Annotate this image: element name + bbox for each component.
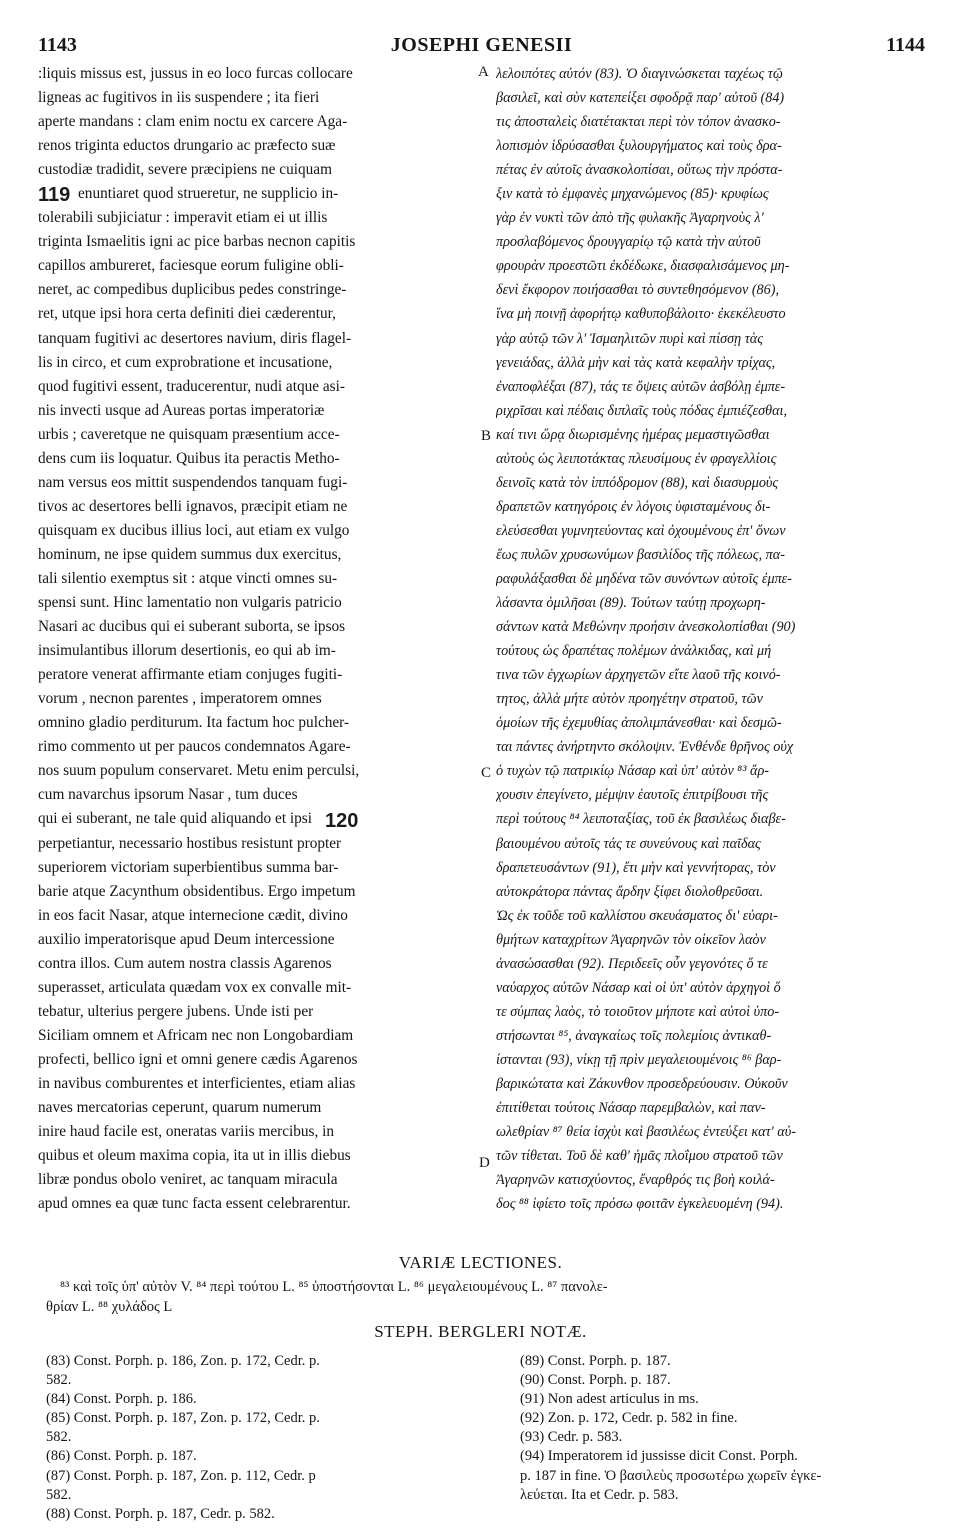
greek-text-line: βαρικώτατα καὶ Ζάκυνθον προσεδρεύουσιν. Οὐκοῦν [496,1075,788,1092]
note-line: (89) Const. Porph. p. 187. [520,1353,671,1369]
greek-text-line: τῶν τίθεται. Τοῦ δὲ καθ' ἡμᾶς πλοΐμου στρατοῦ τῶν [496,1148,783,1165]
latin-text-line: spensi sunt. Hinc lamentatio non vulgaris patricio [38,594,342,612]
margin-letter-c: C [481,765,492,781]
latin-text-line: hominum, ne ipse quidem summus dux exercitus, [38,545,342,563]
latin-text-line: cum navarchus ipsorum Nasar , tum duces [38,786,298,804]
right-page-number: 1144 [886,34,925,56]
latin-text-line: :liquis missus est, jussus in eo loco furcas collocare [38,65,353,82]
latin-text-line: renos triginta eductos drungario ac præfecto suæ [38,137,336,155]
latin-text-line: superiorem victoriam superbientibus summa bar- [38,858,339,876]
greek-text-line: ελεύσεσθαι γυμνητεύοντας καὶ ὀχουμένους ἐπ' ὄνων [496,522,786,539]
latin-text-line: libræ pondus obolo veniret, ac tanquam miracula [38,1171,338,1189]
latin-text-line: quibus et oleum maxima copia, ita ut in illis diebus [38,1147,351,1165]
note-line: (83) Const. Porph. p. 186, Zon. p. 172, Cedr. p. [46,1353,320,1369]
variant-line-1: ⁸³ καὶ τοῖς ὑπ' αὐτὸν V. ⁸⁴ περὶ τούτου L. ⁸⁵ ὑποστήσονται L. ⁸⁶ μεγαλειουμένους L. ⁸⁷ πανολε- [60,1279,608,1295]
latin-text-line: in navibus comburentes et interficientes, etiam alias [38,1074,356,1092]
margin-letter-b: B [481,428,492,444]
note-line: (85) Const. Porph. p. 187, Zon. p. 172, Cedr. p. [46,1410,320,1427]
greek-text-line: δεινοῖς κατὰ τὸν ἱππόδρομον (88), καὶ διασυρμοὺς [496,474,779,491]
latin-text-line: barie atque Zacynthum obsidentibus. Ergo impetum [38,882,356,900]
latin-text-line: nos suum populum conservaret. Metu enim perculsi, [38,762,360,780]
latin-column [38,62,488,1216]
running-head [38,34,925,64]
note-line: 582. [46,1429,72,1446]
note-line: (92) Zon. p. 172, Cedr. p. 582 in fine. [520,1410,738,1427]
greek-text-line: γὰρ ἐν νυκτὶ τῶν ἀπὸ τῆς φυλακῆς Ἀγαρηνοὺς λ' [496,210,764,227]
greek-text-line: πέτας ἐν αὐτοῖς ἀνασκολοπίσαι, οὕτως τὴν πρόστα- [496,162,783,179]
latin-text-line: quisquam ex ducibus illius loci, aut etiam ex vulgo [38,521,350,539]
latin-text-line: triginta Ismaelitis igni ac pice barbas necnon capitis [38,233,356,251]
greek-text-line: ὁμοίων τῆς ἐχεμυθίας ἀπολιμπάνεσθαι· καὶ δεσμῶ- [496,715,782,732]
latin-text-line: tivos ac desertores belli ignavos, præcipit etiam ne [38,497,348,515]
latin-text-line: nis invecti usque ad Aureas portas imperatoriæ [38,401,325,419]
latin-text-line: superasset, articulata quædam vox ex convalle mit- [38,978,352,996]
latin-text-line: capillos ambureret, faciesque eorum fuligine obli- [38,257,344,275]
latin-text-line: peratore venerat affirmante etiam conjuges fugiti- [38,666,343,684]
greek-text-line: τούτους ὡς δραπέτας πολέμων ἀνάλκιδας, καὶ μή [496,643,772,660]
note-line: (84) Const. Porph. p. 186. [46,1391,197,1408]
left-page-number: 1143 [38,34,77,56]
note-line: p. 187 in fine. Ὁ βασιλεὺς προσωτέρω χωρεῖν ἐγκε- [520,1467,822,1484]
greek-text-line: τις ἀποσταλεὶς διατέτακται περὶ τὸν τόπον ἀνασκο- [496,114,781,131]
greek-text-line: βαιουμένου αὐτοῖς τάς τε συνεύνους καὶ παῖδας [496,835,761,852]
latin-text-line: nam versus eos mittit suspendendos tanquam fugi- [38,473,348,491]
latin-text-line: custodiæ tradidit, severe præcipiens ne cuiquam [38,161,332,179]
greek-text-line: ωλεθρίαν ⁸⁷ θεία ἰσχὺι καὶ βασιλέως ἐντεύξει κατ' αὐ- [496,1124,796,1141]
margin-letter-a: A [478,64,489,80]
greek-text-line: Ἀγαρηνῶν κατισχύοντος, ἔναρθρός τις βοὴ κοιλά- [496,1172,775,1189]
greek-text-line: στήσωνται ⁸⁵, ἀναγκαίως τοῖς πολεμίοις ἀντικαθ- [496,1027,772,1044]
latin-text-line: auxilio imperatorisque apud Deum intercessione [38,930,335,948]
latin-text-line: tanquam fugitivi ac desertores navium, diris flagel- [38,329,352,347]
running-title: JOSEPHI GENESII [390,34,573,56]
latin-text-line: ret, utque ipsi hora certa definiti diei cæderentur, [38,305,336,323]
greek-text-line: θμήτων καταχρίτων Ἀγαρηνῶν τὸν οἰκεῖον λαὸν [496,931,766,948]
latin-text-line: tolerabili subjiciatur : imperavit etiam ei ut illis [38,209,328,227]
greek-text-line: φρουρὰν προεστῶτι ἐκδέδωκε, διασφαλισάμενος μη- [496,258,790,275]
greek-text-line: λελοιπότες αὐτόν (83). Ὁ διαγινώσκεται ταχέως τῷ [496,66,783,82]
latin-text-line: enuntiaret quod strueretur, ne supplicio in- [78,185,339,203]
note-line: (86) Const. Porph. p. 187. [46,1448,197,1465]
latin-text-line: dens cum iis loquatur. Quibus ita peractis Metho- [38,449,340,467]
latin-text-line: Siciliam omnem et Africam nec non Longobardiam [38,1026,354,1044]
latin-text-line: contra illos. Cum autem nostra classis Agarenos [38,954,332,972]
greek-text-line: ριχρῖσαι καὶ πέδαις διπλαῖς τοὺς πόδας ἐμπιέζεσθαι, [496,402,788,419]
note-line: 582. [46,1372,72,1389]
greek-text-line: ἀνασώσασθαι (92). Περιδεεῖς οὖν γεγονότες ὅ τε [496,955,768,972]
greek-text-line: χουσιν ἐπεγίνετο, μέμψιν ἑαυτοῖς ἐπιτρίβουσι τῆς [496,787,769,804]
greek-text-line: ἐπιτίθεται τούτοις Νάσαρ παρεμβαλὼν, καὶ παν- [496,1100,766,1117]
greek-text-line: ξιν κατὰ τὸ ἐμφανὲς μηχανώμενος (85)· κρυφίως [496,186,769,203]
latin-text-line: apud omnes ea quæ tunc facta essent celebrarentur. [38,1195,351,1213]
variant-line-2: θρίαν L. ⁸⁸ χυλάδος L [46,1299,173,1315]
greek-text-line: δενὶ ἔκφορον ποιήσασθαι τὸ συντεθησόμενον (86), [496,282,780,299]
latin-text-line: qui ei suberant, ne tale quid aliquando et ipsi [38,810,312,828]
greek-text-line: ἵνα μὴ ποινῇ ἀφορήτῳ καθυποβάλοιτο· ἐκεκέλευστο [496,306,786,323]
greek-text-line: ναύαρχος αὐτῶν Νάσαρ καὶ οἱ ὑπ' αὐτὸν ἀρχηγοὶ ὅ [496,979,781,996]
greek-text-line: γὰρ αὐτῷ τῶν λ' Ἰσμαηλιτῶν πυρὶ καὶ πίσσῃ τὰς [496,330,763,347]
latin-text-line: quod fugitivi essent, traducerentur, nudi atque asi- [38,377,345,395]
latin-text-line: naves mercatorias ceperunt, quarum numerum [38,1099,322,1117]
note-line: (91) Non adest articulus in ms. [520,1391,699,1408]
greek-text-line: αὐτοκράτορα πάντας ἄρδην ξίφει διολοθρεῦσαι. [496,883,764,900]
greek-text-line: τητος, ἀλλὰ μήτε αὐτὸν προηγέτην στρατοῦ, τῶν [496,691,763,708]
note-line: 582. [46,1486,72,1503]
margin-letter-d: D [479,1155,490,1171]
greek-text-line: περὶ τούτους ⁸⁴ λειποταξίας, τοῦ ἐκ βασιλέως διαβε- [496,811,786,828]
greek-text-line: ίστανται (93), νίκῃ τῇ πρὶν μεγαλειουμένοις ⁸⁶ βαρ- [496,1051,782,1068]
latin-text-line: rimo commento ut per paucos condemnatos Agare- [38,738,351,756]
latin-text-line: Nasari ac ducibus qui ei suberant suborta, se ipsos [38,618,346,636]
latin-text-line: in eos facit Nasar, atque internecione cædit, divino [38,906,348,924]
latin-text-line: perpetiantur, necessario hostibus resistunt propter [38,834,342,852]
notes-title: STEPH. BERGLERI NOTÆ. [374,1322,587,1341]
note-line: (87) Const. Porph. p. 187, Zon. p. 112, Cedr. p [46,1467,316,1484]
greek-text-line: τινα τῶν ἐγχωρίων ἀρχηγετῶν εἴτε λαοῦ τῆς κοινό- [496,667,781,684]
latin-text-line: ligneas ac fugitivos in iis suspendere ; ita fieri [38,89,320,107]
latin-text-line: profecti, bellico igni et omni genere cædis Agarenos [38,1050,358,1068]
latin-text-line: vorum , necnon parentes , imperatorem omnes [38,690,322,708]
greek-text-line: ραφυλάξασθαι δὲ μηδένα τῶν συνόντων αὐτοῖς ἐμπε- [496,570,792,587]
greek-column [496,62,928,1216]
latin-text-line: neret, ac compedibus duplicibus pedes constringe- [38,281,347,299]
greek-text-line: αὐτοὺς ὡς λειποτάκτας πλευσίμους ἐν φραγελλίοις [496,450,777,467]
latin-text-line: inire haud facile est, oneratas variis mercibus, in [38,1123,335,1141]
variae-title: VARIÆ LECTIONES. [398,1253,563,1272]
note-line: (88) Const. Porph. p. 187, Cedr. p. 582. [46,1505,275,1522]
greek-text-line: βασιλεῖ, καὶ σὺν κατεπείξει σφοδρᾷ παρ' αὐτοῦ (84) [496,90,785,107]
notes-right-column [520,1352,940,1505]
greek-text-line: προσλαβόμενος δρουγγαρίῳ τῷ κατὰ τὴν αὐτοῦ [496,234,761,251]
latin-text-line: omnino gladio perditurum. Ita factum hoc pulcher- [38,714,350,732]
greek-text-line: λάσαντα ὁμιλῆσαι (89). Τούτων ταύτῃ προχωρη- [496,595,766,612]
greek-text-line: δος ⁸⁸ ἱφίετο τοῖς πρόσω φοιτᾶν ἐγκελευομένη (94). [496,1196,784,1213]
greek-text-line: ἐναποφλέξαι (87), τάς τε ὄψεις αὐτῶν ἀσβόλῃ ἐμπε- [496,378,786,395]
latin-text-line: lis in circo, et cum exprobratione et incusatione, [38,353,333,371]
greek-text-line: δραπετῶν κατηγόροις ἐν λόγοις ὑφισταμένους δι- [496,498,771,515]
greek-text-line: σάντων κατὰ Μεθώνην προήσιν ἀνεσκολοπίσθαι (90) [496,619,796,636]
greek-text-line: Ὡς ἐκ τοῦδε τοῦ καλλίστου σκευάσματος δι' εὐαρι- [496,907,778,924]
greek-text-line: ται πάντες ἀνήρτηντο σκόλοψιν. Ἐνθένδε θρῆνος οὐχ [496,739,794,756]
note-line: (93) Cedr. p. 583. [520,1429,623,1446]
latin-text-line: urbis ; caveretque ne quisquam præsentium acce- [38,425,340,443]
greek-text-line: δραπετευσάντων (91), ἔτι μὴν καὶ γεννήτορας, τὸν [496,859,776,876]
greek-text-line: τε σύμπας λαὸς, τὸ τοιοῦτον μήποτε καὶ αὐτοὶ ὑπο- [496,1003,780,1020]
column-number-120: 120 [325,810,359,832]
note-line: (90) Const. Porph. p. 187. [520,1372,671,1389]
column-number-119: 119 [38,184,71,206]
latin-text-line: tebatur, ulterius pergere jubens. Unde isti per [38,1002,314,1020]
latin-text-line: aperte mandans : clam enim noctu ex carcere Aga- [38,113,348,131]
notes-left-column [46,1352,476,1524]
greek-text-line: γενειάδας, ἀλλὰ μὴν καὶ τὰς κατὰ κεφαλὴν τρίχας, [496,354,776,371]
note-line: (94) Imperatorem id jussisse dicit Const. Porph. [520,1448,798,1465]
greek-text-line: καί τινι ὥρᾳ διωρισμένης ἡμέρας μεμαστιγῶσθαι [496,426,770,443]
note-line: λεύεται. Ita et Cedr. p. 583. [520,1486,679,1503]
latin-text-line: tali silentio exemptus sit : atque vincti omnes su- [38,569,338,587]
greek-text-line: ὁ τυχὼν τῷ πατρικίῳ Νάσαρ καὶ ὑπ' αὐτὸν ⁸³ ἄρ- [496,763,770,780]
greek-text-line: ἕως πυλῶν χρυσωνύμων βασιλίδος τῆς πόλεως, πα- [496,546,785,563]
latin-text-line: insimulantibus illorum desertionis, eo qui ab im- [38,642,336,660]
greek-text-line: λοπισμὸν ἱδρύσασθαι ξυλουργήματος καὶ τοὺς δρα- [496,138,782,155]
